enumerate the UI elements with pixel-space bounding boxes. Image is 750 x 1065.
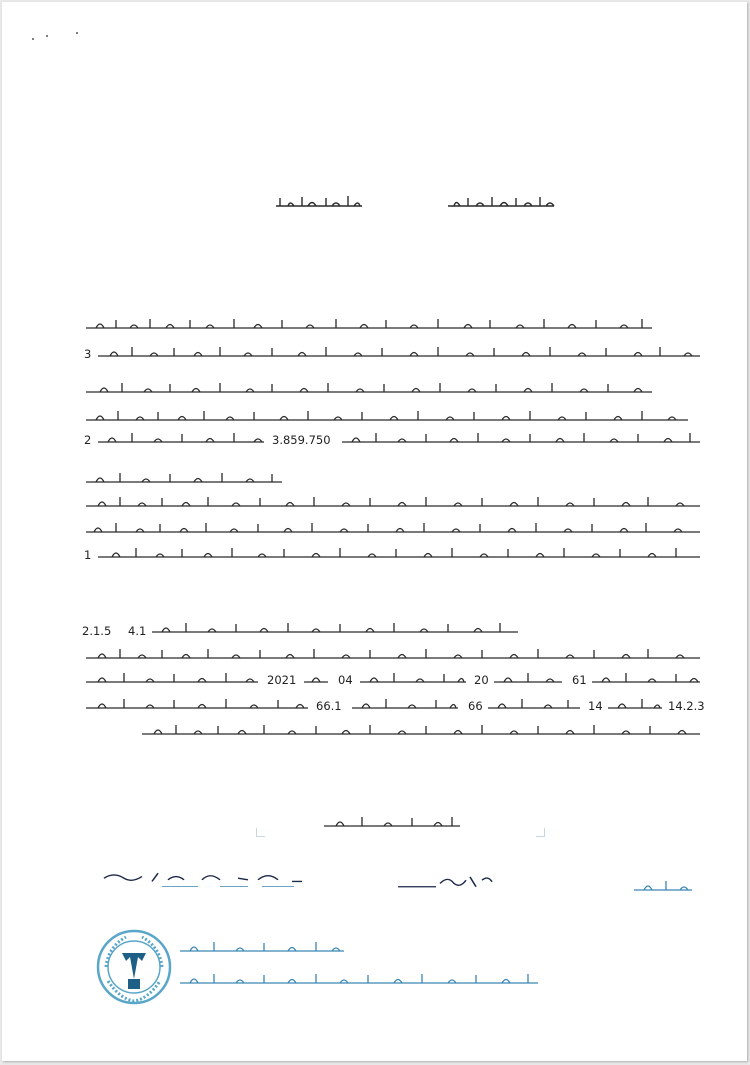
- paragraph-6-seg-3: [488, 696, 584, 714]
- paragraph-6-seg-2: [352, 696, 462, 714]
- paragraph-1-line-2: [98, 344, 704, 362]
- official-seal-icon: [94, 927, 176, 1007]
- paragraph-6-number-66-1: 66.1: [316, 699, 342, 713]
- closing-line: [324, 814, 464, 832]
- paragraph-5-seg-1: [86, 670, 262, 688]
- handwritten-number: [396, 872, 496, 890]
- paragraph-5-number-61: 61: [572, 673, 587, 687]
- header-title-right: [446, 194, 558, 212]
- paragraph-4-number-b: 4.1: [128, 624, 147, 638]
- paragraph-6-number-14-2-3: 14.2.3: [668, 699, 705, 713]
- paragraph-4-line-1: [152, 620, 522, 638]
- paragraph-2-line-2: [86, 408, 692, 426]
- paragraph-5-seg-3: [360, 670, 470, 688]
- frame-corner-left: [256, 828, 265, 837]
- paragraph-6-number-14: 14: [588, 699, 603, 713]
- paragraph-1-number: 3: [84, 347, 92, 361]
- paragraph-4-line-2: [86, 646, 704, 664]
- paragraph-2-number-b: 2: [84, 433, 92, 447]
- paragraph-6-seg-4: [608, 696, 666, 714]
- paragraph-2-line-1: [86, 380, 656, 398]
- paragraph-4-number-a: 2.1.5: [82, 624, 112, 638]
- paragraph-5-seg-5: [592, 670, 704, 688]
- handwritten-date: [102, 870, 322, 888]
- paragraph-3-line-1: [86, 470, 286, 488]
- paragraph-2-line-3b: [342, 430, 704, 448]
- document-page: [2, 2, 747, 1061]
- paragraph-6-seg-1: [86, 696, 312, 714]
- paragraph-2-number-a: 3.859.750: [272, 433, 331, 447]
- paragraph-1-line-1: [86, 316, 656, 334]
- paragraph-6-number-66: 66: [468, 699, 483, 713]
- paragraph-3-line-3: [86, 520, 704, 538]
- paragraph-3-number: 1: [84, 548, 92, 562]
- paragraph-6-line-2: [142, 722, 704, 740]
- header-title-left: [274, 194, 364, 212]
- paragraph-5-number-day: 04: [338, 673, 353, 687]
- handwritten-tag: [634, 878, 696, 896]
- frame-corner-right: [536, 828, 545, 837]
- stamp-caption-line-2: [180, 972, 542, 988]
- paragraph-5-number-20: 20: [474, 673, 489, 687]
- paragraph-5-seg-2: [304, 670, 330, 688]
- paragraph-5-seg-4: [494, 670, 566, 688]
- stamp-caption-line-1: [180, 940, 348, 956]
- paragraph-2-line-3a: [98, 430, 268, 448]
- paragraph-3-line-2: [86, 494, 704, 512]
- paragraph-3-line-4: [98, 545, 704, 563]
- paragraph-5-number-year: 2021: [267, 673, 297, 687]
